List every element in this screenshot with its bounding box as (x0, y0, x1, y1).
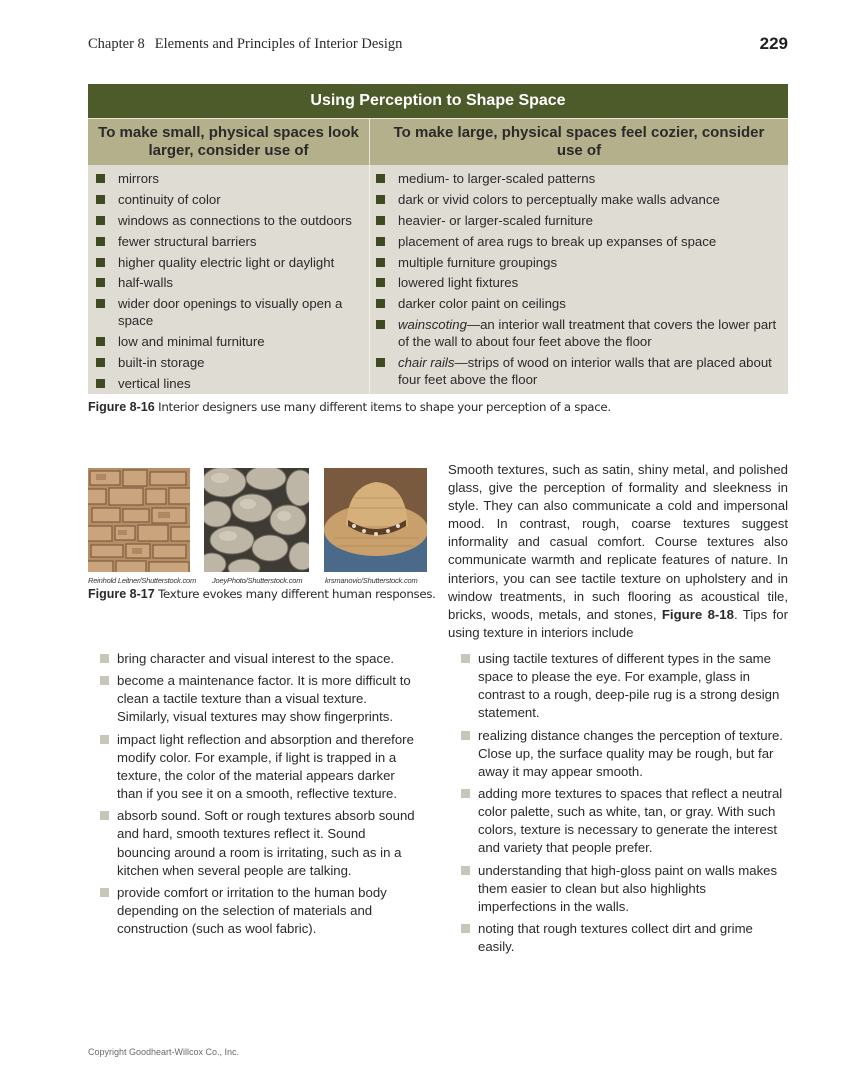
list-item: understanding that high-gloss paint on walls makes them easier to clean but also highlights imperfections in the walls. (461, 862, 788, 916)
table-col2 (370, 165, 788, 394)
straw-hat-photo (324, 468, 427, 572)
square-bullet-icon (96, 195, 105, 204)
square-bullet-icon (376, 299, 385, 308)
table-col1 (88, 165, 370, 394)
figure-reference: Figure 8-18 (661, 606, 734, 622)
square-bullet-icon (100, 654, 109, 663)
square-bullet-icon (376, 195, 385, 204)
square-bullet-icon (461, 654, 470, 663)
chapter-title: Elements and Principles of Interior Design (154, 36, 403, 52)
list-item: windows as connections to the outdoors (96, 212, 369, 229)
square-bullet-icon (376, 320, 385, 329)
table-col1-header: To make small, physical spaces look larger, consider use of (88, 119, 370, 165)
square-bullet-icon (100, 676, 109, 685)
figure-8-16-caption (88, 400, 611, 414)
list-item: lowered light fixtures (376, 274, 788, 291)
list-item: bring character and visual interest to the space. (100, 650, 420, 668)
list-item: absorb sound. Soft or rough textures absorb sound and hard, smooth textures reflect it. Sound bouncing around a room is irritating, such as in a kitchen when several people are talking. (100, 807, 420, 879)
table-header-row (88, 118, 788, 165)
square-bullet-icon (96, 237, 105, 246)
square-bullet-icon (376, 237, 385, 246)
photo-credit: JoeyPhoto/Shutterstock.com (212, 576, 303, 585)
list-item: provide comfort or irritation to the human body depending on the selection of materials and construction (such as wool fabric). (100, 884, 420, 938)
list-item: multiple furniture groupings (376, 254, 788, 271)
term: wainscoting (398, 317, 467, 333)
list-item: chair rails—strips of wood on interior walls that are placed about four feet above the floor (376, 354, 788, 388)
list-item: built-in storage (96, 354, 369, 371)
square-bullet-icon (461, 789, 470, 798)
term: chair rails (398, 355, 455, 371)
list-item: using tactile textures of different types in the same space to please the eye. For example, glass in contrast to a rough, deep-pile rug is a strong design statement. (461, 650, 788, 722)
square-bullet-icon (100, 735, 109, 744)
square-bullet-icon (376, 216, 385, 225)
figure-8-17-caption (88, 587, 436, 601)
texture-effects-list (100, 650, 420, 942)
square-bullet-icon (376, 358, 385, 367)
square-bullet-icon (461, 866, 470, 875)
list-item: impact light reflection and absorption and therefore modify color. For example, if light is trapped in a texture, the color of the material appears darker than if you see it on a smooth, reflective texture. (100, 731, 420, 803)
figure-text: Texture evokes many different human responses. (154, 587, 436, 601)
square-bullet-icon (96, 278, 105, 287)
col1-list (96, 170, 369, 392)
table-title: Using Perception to Shape Space (88, 84, 788, 118)
figure-label: Figure 8-17 (88, 587, 155, 601)
river-rock-photo (204, 468, 309, 572)
list-item: medium- to larger-scaled patterns (376, 170, 788, 187)
list-item: low and minimal furniture (96, 333, 369, 350)
list-item: dark or vivid colors to perceptually make walls advance (376, 191, 788, 208)
list-item: vertical lines (96, 375, 369, 392)
list-item: fewer structural barriers (96, 233, 369, 250)
photo-credit: Reinhold Leitner/Shutterstock.com (88, 576, 197, 585)
list-item: wider door openings to visually open a space (96, 295, 369, 329)
table-col2-header: To make large, physical spaces feel cozier, consider use of (393, 124, 765, 159)
col2-list (376, 170, 788, 388)
page-number: 229 (759, 34, 788, 53)
square-bullet-icon (376, 278, 385, 287)
list-item: continuity of color (96, 191, 369, 208)
texture-paragraph: Smooth textures, such as satin, shiny metal, and polished glass, give the perception of formality and sleekness in style. They can also communicate a cold and impersonal mood. In contrast, rough, coarse textures suggest informality and casual comfort. Course textures also communicate warmth and replicate features of nature. In interiors, you can see tactile texture on upholstery and in window treatments, in such flooring as acoustical tile, bricks, woods, metals, and stones, Figure 8-18. Tips for using texture in interiors include (448, 462, 788, 640)
stone-wall-photo (88, 468, 190, 572)
list-item: realizing distance changes the perception of texture. Close up, the surface quality may be rough, but far away it may appear smooth. (461, 727, 788, 781)
chapter-label: Chapter 8 (88, 36, 145, 52)
square-bullet-icon (376, 174, 385, 183)
list-item: placement of area rugs to break up expanses of space (376, 233, 788, 250)
copyright-footer: Copyright Goodheart-Willcox Co., Inc. (88, 1047, 240, 1057)
square-bullet-icon (96, 216, 105, 225)
figure-label: Figure 8-16 (88, 400, 155, 414)
square-bullet-icon (96, 379, 105, 388)
list-item: wainscoting—an interior wall treatment that covers the lower part of the wall to about four feet above the floor (376, 316, 788, 350)
perception-table (88, 84, 788, 394)
list-item: become a maintenance factor. It is more difficult to clean a tactile texture than a visual texture. Similarly, visual textures may show fingerprints. (100, 672, 420, 726)
square-bullet-icon (100, 811, 109, 820)
square-bullet-icon (376, 258, 385, 267)
square-bullet-icon (96, 174, 105, 183)
table-body (88, 165, 788, 394)
square-bullet-icon (96, 258, 105, 267)
list-item: heavier- or larger-scaled furniture (376, 212, 788, 229)
list-item: mirrors (96, 170, 369, 187)
list-item: noting that rough textures collect dirt and grime easily. (461, 920, 788, 956)
list-item: darker color paint on ceilings (376, 295, 788, 312)
square-bullet-icon (96, 358, 105, 367)
square-bullet-icon (96, 299, 105, 308)
photo-credit: krsmanovic/Shutterstock.com (325, 576, 418, 585)
list-item: adding more textures to spaces that reflect a neutral color palette, such as white, tan, or gray. With such colors, texture is necessary to generate the interest and variety that people prefer. (461, 785, 788, 857)
figure-text: Interior designers use many different items to shape your perception of a space. (154, 400, 611, 414)
square-bullet-icon (100, 888, 109, 897)
list-item: higher quality electric light or daylight (96, 254, 369, 271)
list-item: half-walls (96, 274, 369, 291)
square-bullet-icon (461, 924, 470, 933)
running-head (88, 36, 402, 53)
texture-tips-list (461, 650, 788, 960)
square-bullet-icon (96, 337, 105, 346)
square-bullet-icon (461, 731, 470, 740)
